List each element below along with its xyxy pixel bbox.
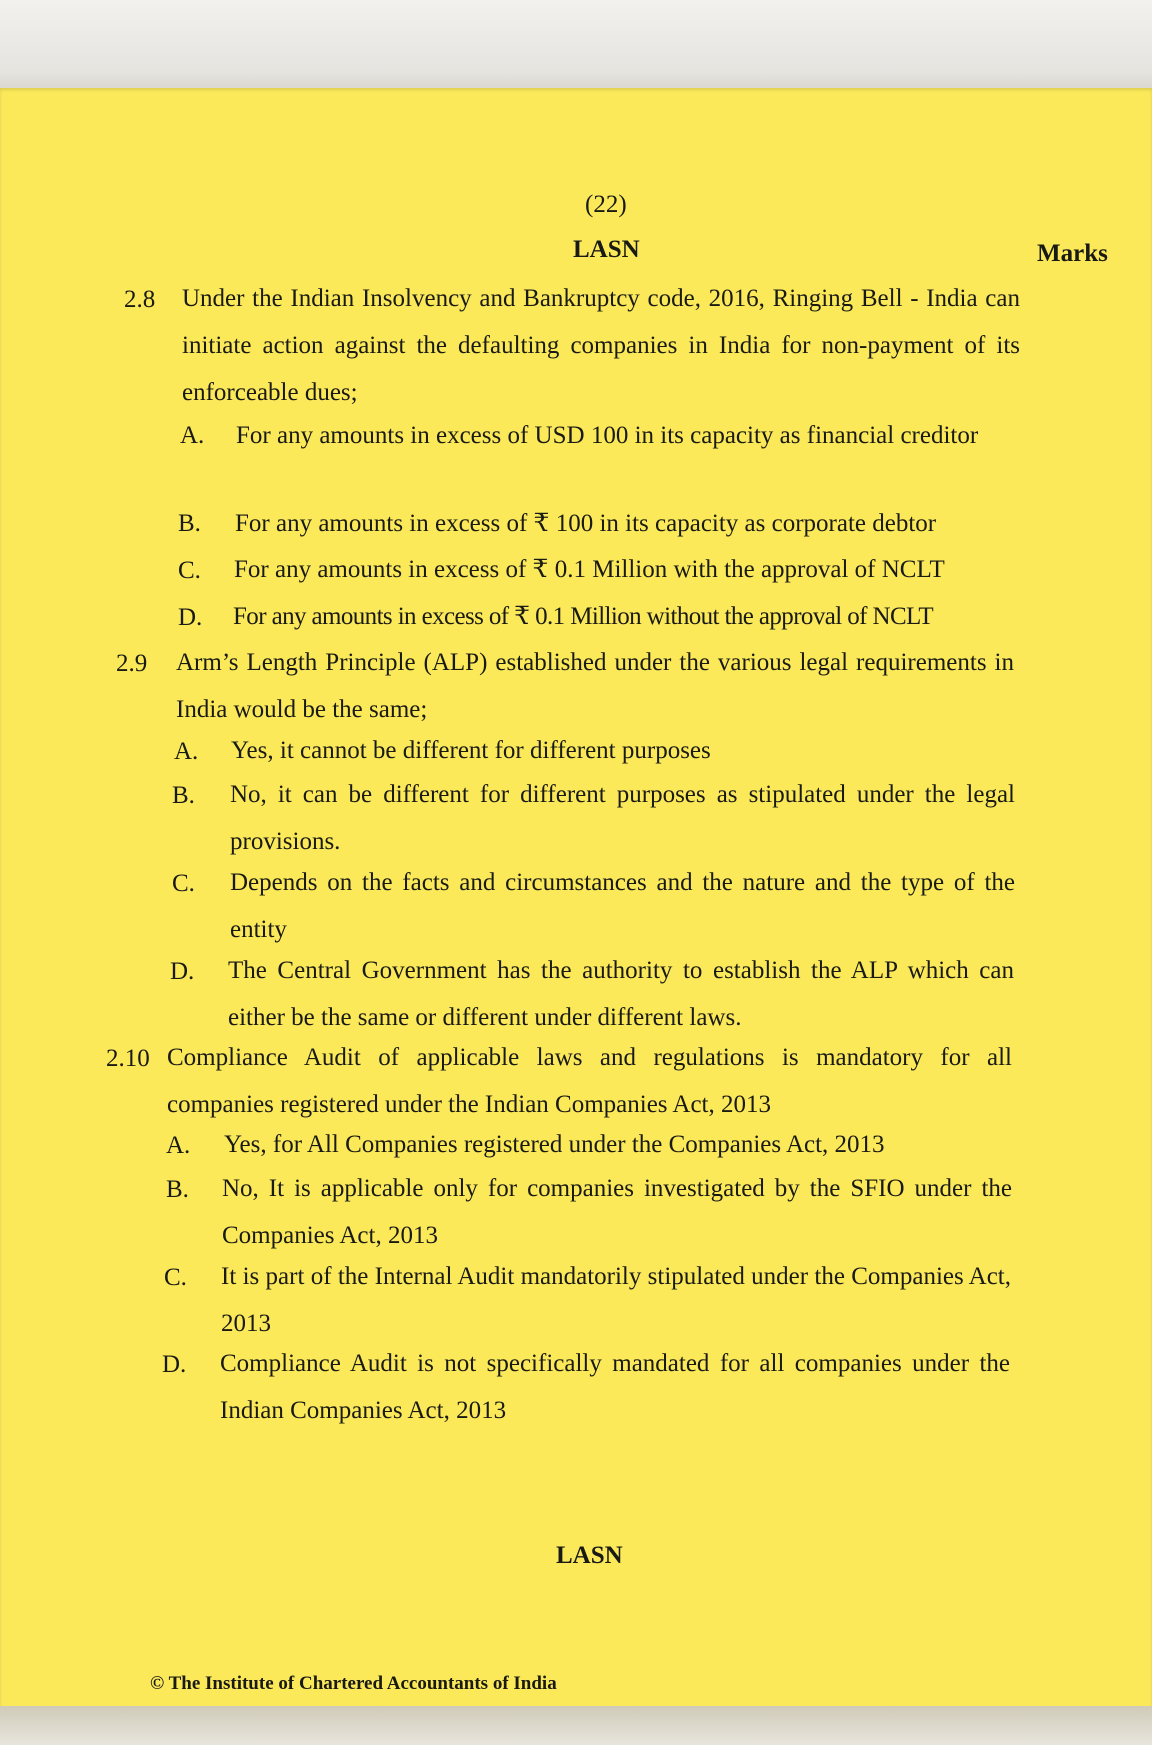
option-letter: C.: [178, 557, 201, 584]
option-text: Depends on the facts and circumstances and the nature and the type of the entity: [230, 869, 1015, 943]
option-text: Yes, for All Companies registered under the Companies Act, 2013: [224, 1131, 885, 1158]
exam-page: [0, 88, 1152, 1708]
option-text: Compliance Audit is not specifically mandated for all companies under the Indian Companies Act, 2013: [220, 1350, 1010, 1424]
paper-code-header: LASN: [573, 236, 640, 263]
option-letter: B.: [166, 1176, 189, 1203]
option-text: The Central Government has the authority to establish the ALP which can either be the same or different under different laws.: [228, 957, 1014, 1031]
question-text: Arm’s Length Principle (ALP) established under the various legal requirements in India would be the same;: [176, 649, 1014, 723]
option-letter: C.: [164, 1264, 187, 1291]
question-number: 2.10: [106, 1045, 150, 1072]
option-text: For any amounts in excess of ₹ 100 in its capacity as corporate debtor: [235, 510, 937, 537]
option-text: For any amounts in excess of ₹ 0.1 Million without the approval of NCLT: [233, 603, 934, 630]
option-text: It is part of the Internal Audit mandatorily stipulated under the Companies Act, 2013: [221, 1263, 1011, 1337]
paper-code-footer: LASN: [556, 1542, 623, 1569]
option-letter: B.: [172, 782, 195, 809]
question-number: 2.8: [124, 286, 156, 313]
option-text: No, It is applicable only for companies investigated by the SFIO under the Companies Act, 2013: [222, 1175, 1012, 1249]
question-number: 2.9: [116, 650, 148, 677]
option-text: For any amounts in excess of USD 100 in its capacity as financial creditor: [236, 422, 979, 449]
option-letter: D.: [178, 604, 203, 631]
option-letter: A.: [180, 422, 205, 449]
option-letter: D.: [170, 958, 195, 985]
scan-background-bottom: [0, 1706, 1152, 1745]
option-text: For any amounts in excess of ₹ 0.1 Million with the approval of NCLT: [234, 556, 945, 583]
page-number: (22): [585, 191, 627, 218]
option-text: Yes, it cannot be different for different purposes: [231, 737, 711, 764]
marks-column-label: Marks: [1037, 240, 1108, 267]
option-letter: A.: [174, 738, 199, 765]
question-text: Under the Indian Insolvency and Bankruptcy code, 2016, Ringing Bell - India can initiate action against the defaulting companies in India for non-payment of its enforceable dues;: [182, 285, 1020, 406]
option-letter: A.: [166, 1132, 191, 1159]
option-letter: C.: [172, 870, 195, 897]
option-letter: B.: [178, 510, 201, 537]
question-text: Compliance Audit of applicable laws and regulations is mandatory for all companies registered under the Indian Companies Act, 2013: [167, 1044, 1012, 1118]
option-text: No, it can be different for different purposes as stipulated under the legal provisions.: [230, 781, 1015, 855]
scan-background-top: [0, 0, 1152, 90]
option-letter: D.: [162, 1351, 187, 1378]
copyright-notice: © The Institute of Chartered Accountants of India: [150, 1673, 557, 1694]
